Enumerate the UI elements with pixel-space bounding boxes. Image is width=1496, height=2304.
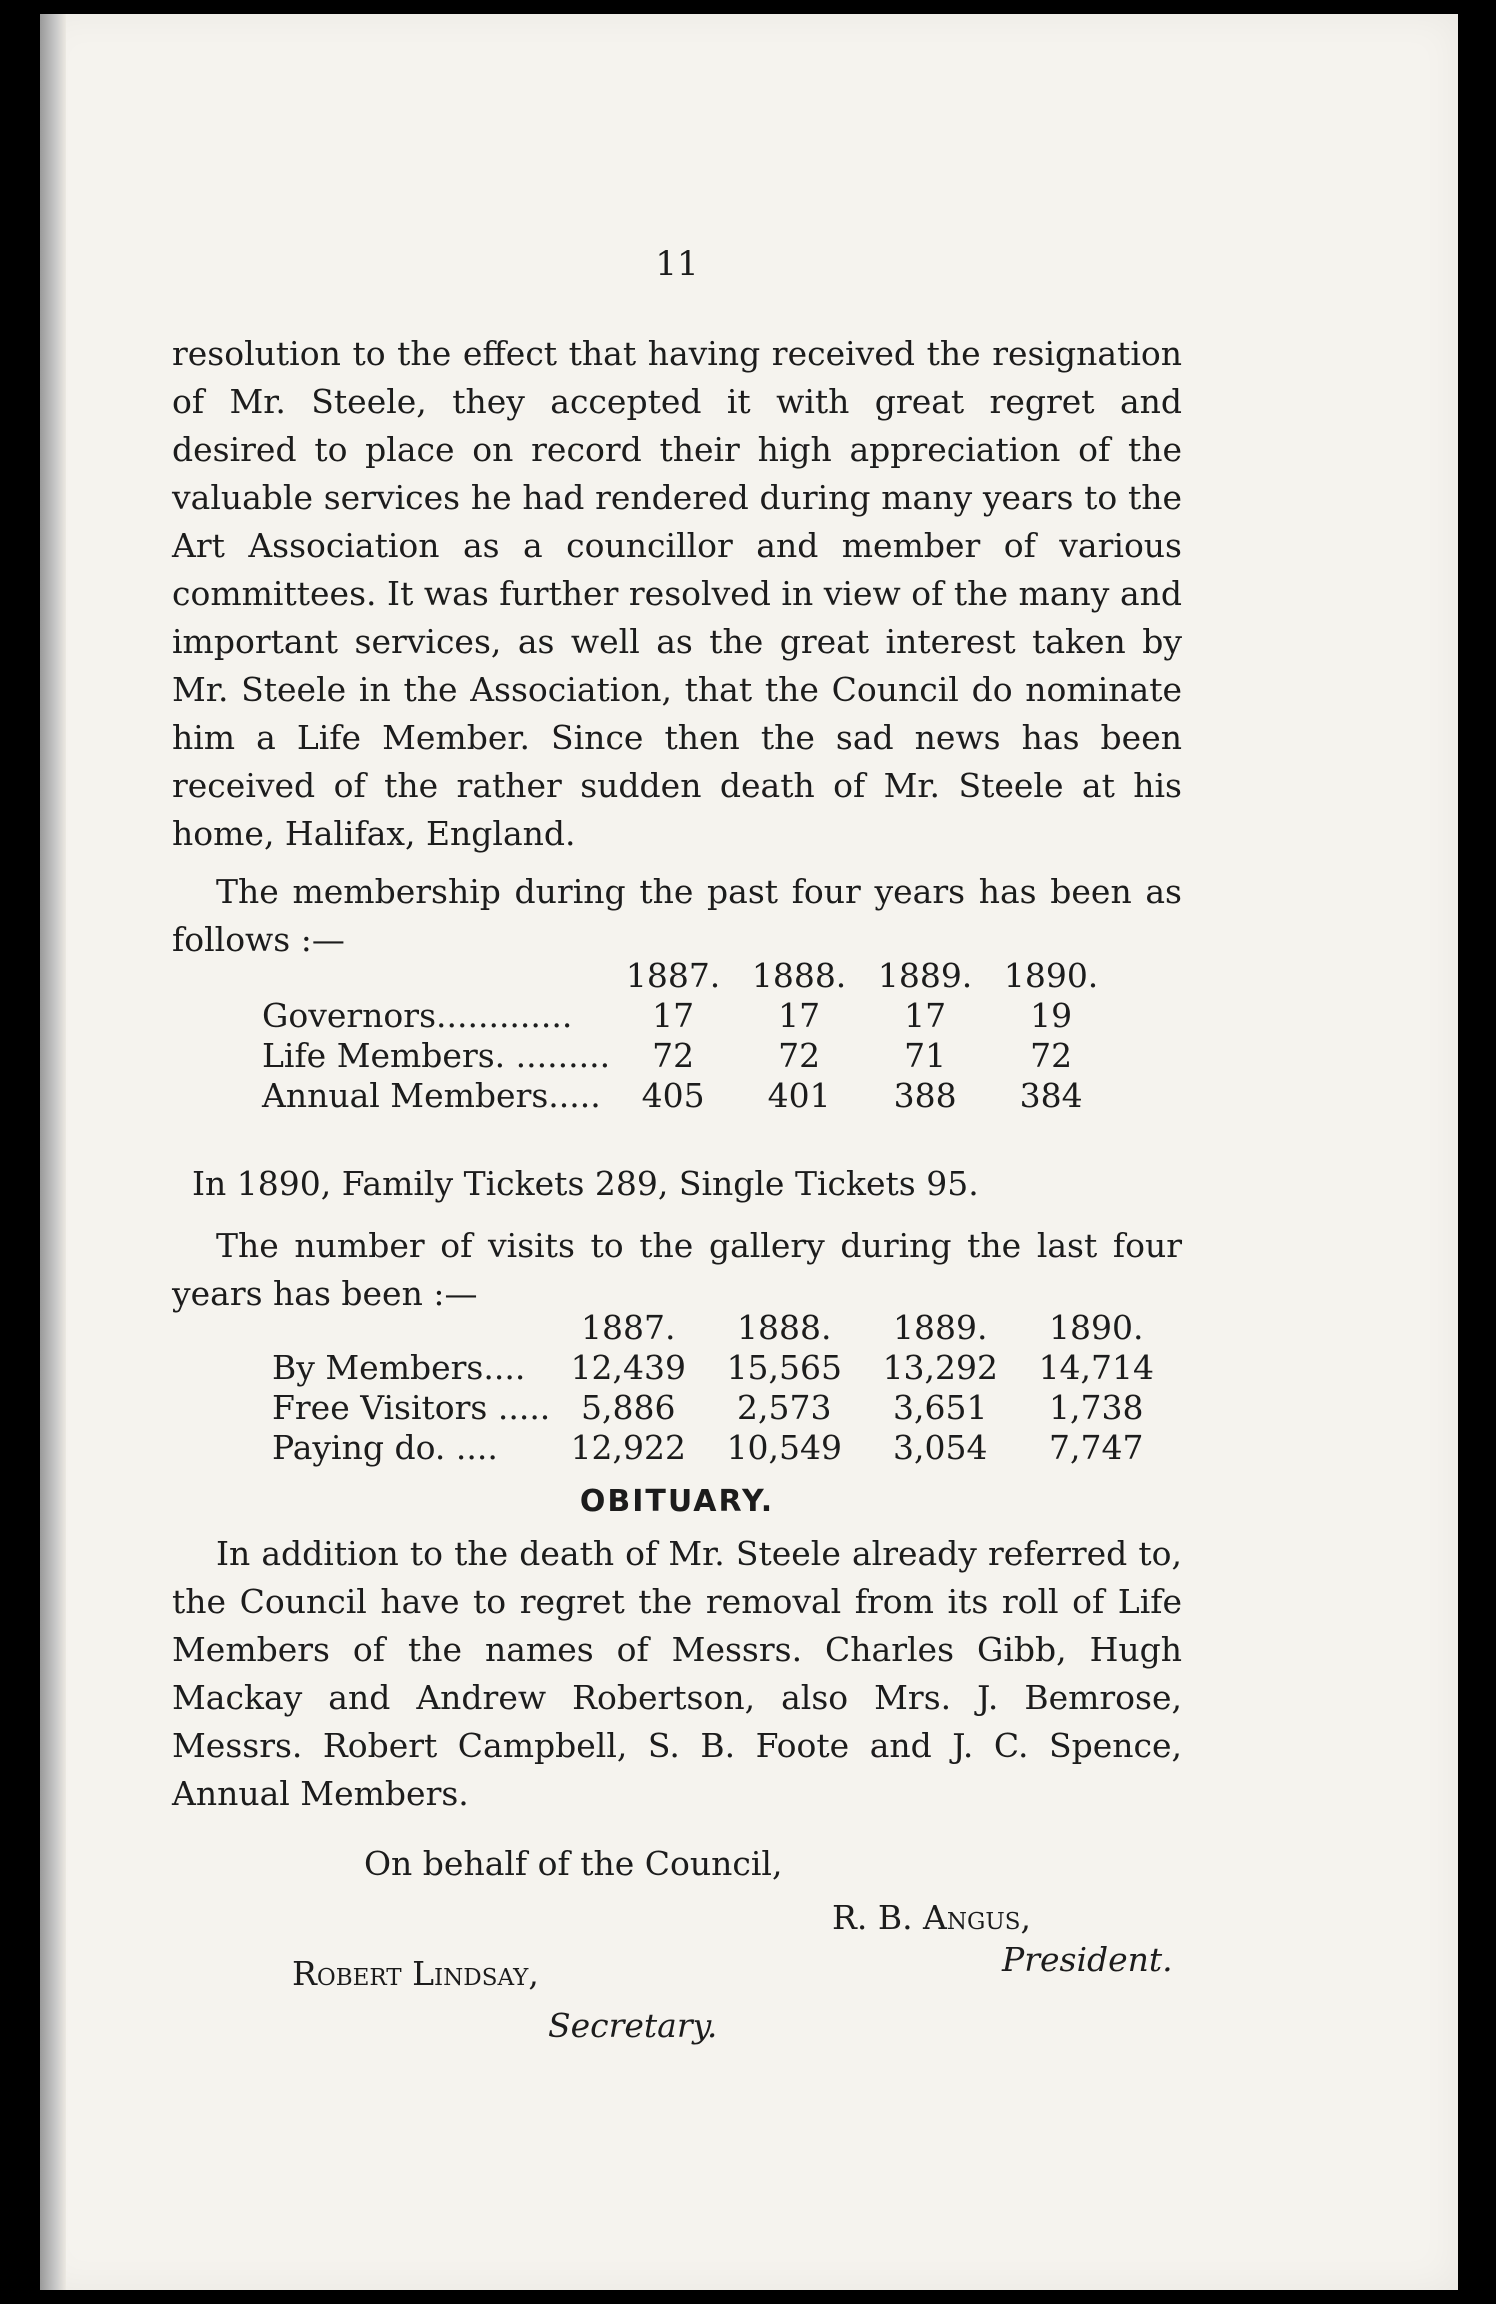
cell: 5,886 bbox=[581, 1388, 676, 1427]
page-number: 11 bbox=[655, 244, 699, 284]
cell: 71 bbox=[904, 1036, 947, 1075]
row-label: Free Visitors ..... bbox=[272, 1388, 551, 1427]
table-row bbox=[272, 1428, 1174, 1468]
membership-table bbox=[262, 956, 1114, 1116]
cell: 17 bbox=[778, 996, 821, 1035]
secretary-title: Secretary. bbox=[548, 2006, 718, 2045]
year-header: 1888. bbox=[751, 956, 847, 995]
table-row bbox=[262, 996, 1114, 1036]
cell: 12,439 bbox=[570, 1348, 687, 1387]
cell: 10,549 bbox=[726, 1428, 843, 1467]
ticket-note: In 1890, Family Tickets 289, Single Tickets 95. bbox=[192, 1164, 979, 1203]
cell: 17 bbox=[652, 996, 695, 1035]
cell: 13,292 bbox=[882, 1348, 999, 1387]
year-header: 1890. bbox=[1003, 956, 1099, 995]
cell: 405 bbox=[641, 1076, 705, 1115]
table-row bbox=[272, 1348, 1174, 1388]
cell: 2,573 bbox=[737, 1388, 832, 1427]
membership-intro: The membership during the past four years has been as follows :— bbox=[172, 872, 1182, 959]
page-gutter-shadow bbox=[40, 14, 66, 2290]
membership-header-row bbox=[262, 956, 1114, 996]
table-row bbox=[272, 1388, 1174, 1428]
cell: 3,054 bbox=[893, 1428, 988, 1467]
cell: 388 bbox=[893, 1076, 957, 1115]
cell: 72 bbox=[652, 1036, 695, 1075]
row-label: Paying do. .... bbox=[272, 1428, 498, 1467]
president-name: R. B. Angus, bbox=[832, 1898, 1032, 1937]
row-label: By Members.... bbox=[272, 1348, 526, 1387]
cell: 384 bbox=[1019, 1076, 1083, 1115]
visits-header-row bbox=[272, 1308, 1174, 1348]
table-row bbox=[262, 1076, 1114, 1116]
cell: 14,714 bbox=[1038, 1348, 1155, 1387]
year-header: 1888. bbox=[737, 1308, 832, 1347]
row-label: Annual Members..... bbox=[262, 1076, 601, 1115]
cell: 72 bbox=[1030, 1036, 1073, 1075]
resolution-paragraph: resolution to the effect that having received the resignation of Mr. Steele, they accepted it with great regret and desired to place on record their high appreciation of the valuable services he had rendered during many years to the Art Association as a councillor and member of various committees. It was further resolved in view of the many and important services, as well as the great interest taken by Mr. Steele in the Association, that the Council do nominate him a Life Member. Since then the sad news has been received of the rather sudden death of Mr. Steele at his home, Halifax, England. bbox=[172, 334, 1182, 853]
cell: 72 bbox=[778, 1036, 821, 1075]
cell: 12,922 bbox=[570, 1428, 687, 1467]
cell: 401 bbox=[767, 1076, 831, 1115]
cell: 19 bbox=[1030, 996, 1073, 1035]
obituary-paragraph: In addition to the death of Mr. Steele already referred to, the Council have to regret the removal from its roll of Life Members of the names of Messrs. Charles Gibb, Hugh Mackay and Andrew Robertson, also Mrs. J. Bemrose, Messrs. Robert Campbell, S. B. Foote and J. C. Spence, Annual Members. bbox=[172, 1534, 1182, 1813]
cell: 17 bbox=[904, 996, 947, 1035]
cell: 1,738 bbox=[1049, 1388, 1144, 1427]
visits-table bbox=[272, 1308, 1174, 1468]
year-header: 1887. bbox=[625, 956, 721, 995]
year-header: 1889. bbox=[893, 1308, 988, 1347]
year-header: 1887. bbox=[581, 1308, 676, 1347]
visits-intro: The number of visits to the gallery during the last four years has been :— bbox=[172, 1226, 1182, 1313]
row-label: Governors............. bbox=[262, 996, 573, 1035]
cell: 15,565 bbox=[726, 1348, 843, 1387]
on-behalf-line: On behalf of the Council, bbox=[364, 1844, 783, 1883]
year-header: 1890. bbox=[1049, 1308, 1144, 1347]
secretary-name: Robert Lindsay, bbox=[292, 1954, 539, 1993]
cell: 3,651 bbox=[893, 1388, 988, 1427]
cell: 7,747 bbox=[1049, 1428, 1144, 1467]
president-title: President. bbox=[1002, 1940, 1173, 1979]
table-row bbox=[262, 1036, 1114, 1076]
obituary-heading: OBITUARY. bbox=[579, 1484, 775, 1519]
row-label: Life Members. ......... bbox=[262, 1036, 611, 1075]
year-header: 1889. bbox=[877, 956, 973, 995]
